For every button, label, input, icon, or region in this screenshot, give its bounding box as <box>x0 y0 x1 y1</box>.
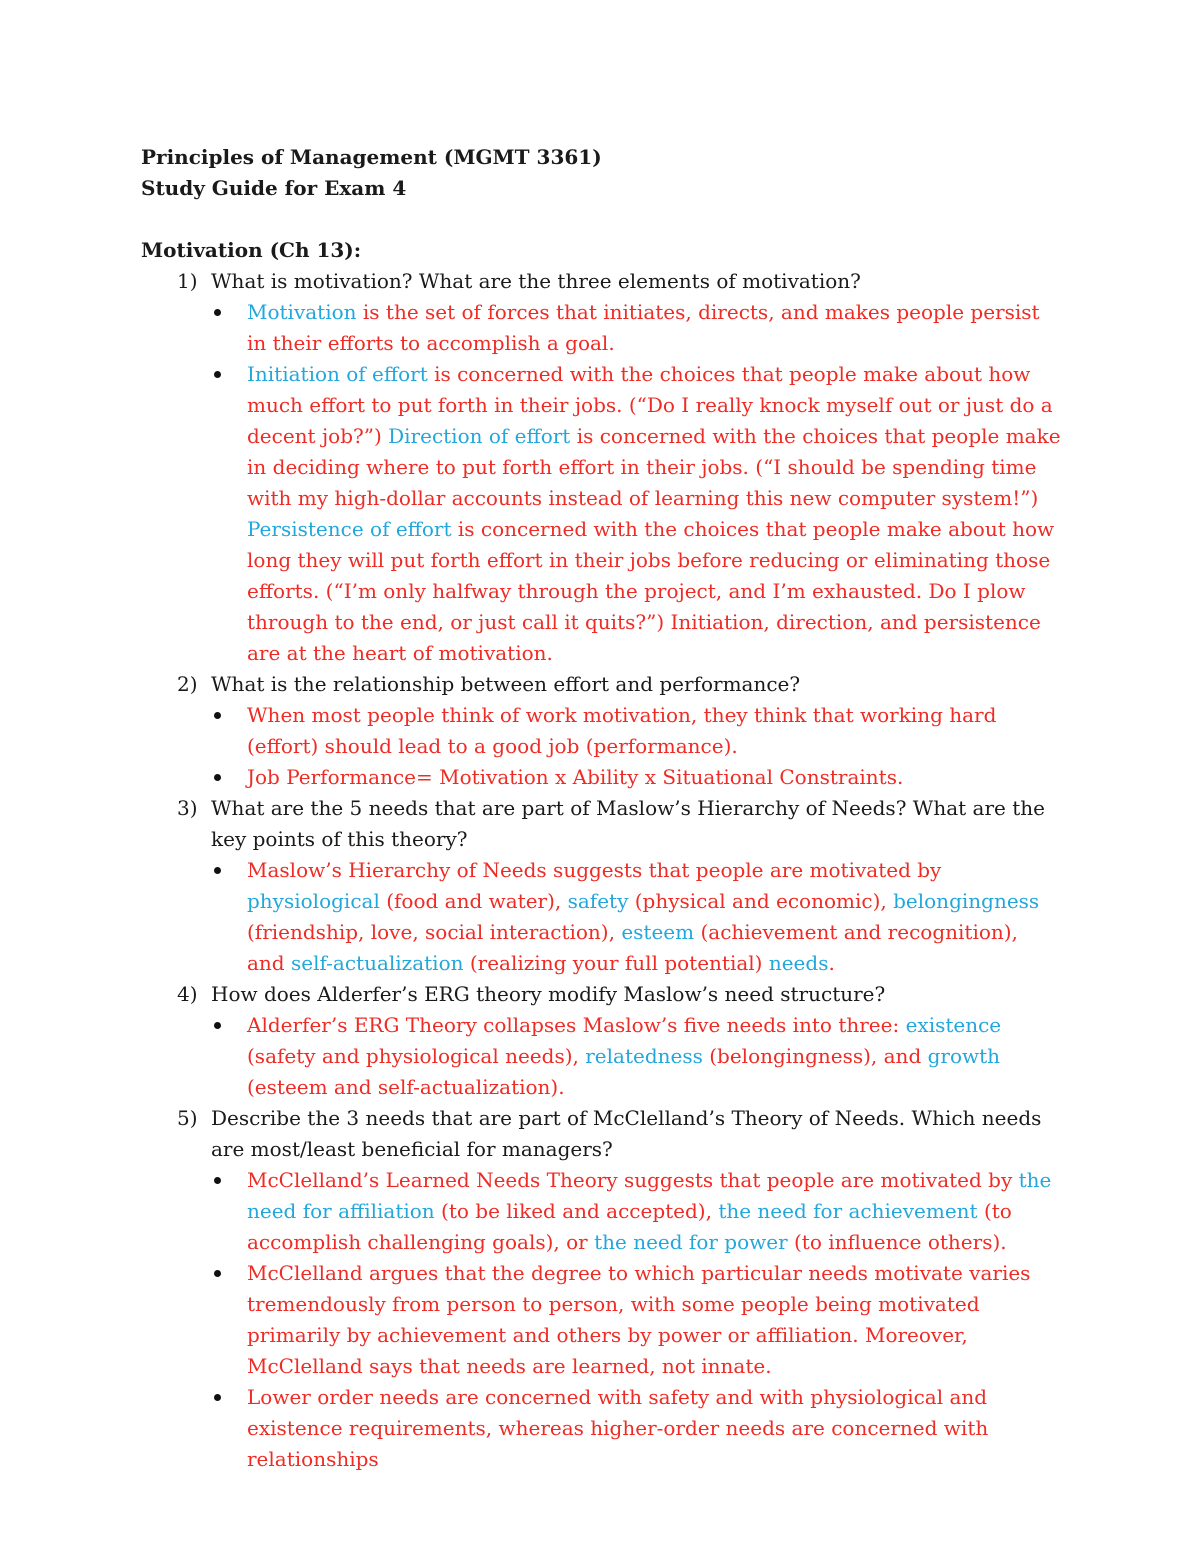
question-item <box>141 793 1061 979</box>
answer-text: (esteem and self-actualization). <box>247 1075 565 1099</box>
answer-bullet <box>211 700 1061 762</box>
question-list <box>141 266 1061 1475</box>
document-title: Principles of Management (MGMT 3361) <box>141 145 602 169</box>
question-text: Describe the 3 needs that are part of McClelland’s Theory of Needs. Which needs are most/least beneficial for managers? <box>211 1106 1042 1161</box>
answer-bullet <box>211 855 1061 979</box>
answer-text: is concerned with the choices that people make in deciding where to put forth effort in their jobs. (“I should be spending time with my high-dollar accounts instead of learning this new computer system!”) <box>247 424 1061 510</box>
answer-bullet <box>211 359 1061 669</box>
question-number: 4) <box>177 982 198 1006</box>
answer-bullet <box>211 1165 1061 1258</box>
answer-bullet <box>211 762 1061 793</box>
answer-bullet <box>211 1258 1061 1382</box>
key-term: belongingness <box>893 889 1040 913</box>
question-text: What is motivation? What are the three elements of motivation? <box>211 269 861 293</box>
question-item <box>141 979 1061 1103</box>
answer-list <box>211 1010 1061 1103</box>
section-heading: Motivation (Ch 13): <box>141 238 362 262</box>
key-term: needs <box>768 951 829 975</box>
question-number: 2) <box>177 672 198 696</box>
answer-list <box>211 297 1061 669</box>
answer-text: Job Performance= Motivation x Ability x Situational Constraints. <box>247 765 904 789</box>
answer-text: (friendship, love, social interaction), <box>247 920 622 944</box>
answer-bullet <box>211 297 1061 359</box>
key-term: esteem <box>621 920 695 944</box>
key-term: Direction of effort <box>388 424 571 448</box>
answer-text: (to influence others). <box>787 1230 1007 1254</box>
answer-text: (realizing your full potential) <box>463 951 769 975</box>
answer-text: Maslow’s Hierarchy of Needs suggests that people are motivated by <box>247 858 942 882</box>
answer-text: is concerned with the choices that people make about how much effort to put forth in their jobs. (“Do I really knock myself out or just do a decent job?”) <box>247 362 1053 448</box>
answer-text: . <box>828 951 835 975</box>
question-item <box>141 1103 1061 1475</box>
key-term: Motivation <box>247 300 357 324</box>
answer-bullet <box>211 1382 1061 1475</box>
key-term: the need for power <box>594 1230 788 1254</box>
key-term: safety <box>567 889 629 913</box>
question-text: What is the relationship between effort and performance? <box>211 672 801 696</box>
answer-text: When most people think of work motivation, they think that working hard (effort) should lead to a good job (performance). <box>247 703 997 758</box>
question-item <box>141 266 1061 669</box>
question-text: What are the 5 needs that are part of Maslow’s Hierarchy of Needs? What are the key points of this theory? <box>211 796 1045 851</box>
question-number: 5) <box>177 1106 198 1130</box>
key-term: the need for achievement <box>718 1199 978 1223</box>
answer-text: (belongingness), and <box>702 1044 928 1068</box>
key-term: the need for affiliation <box>247 1168 1052 1223</box>
key-term: growth <box>927 1044 1001 1068</box>
answer-text: (physical and economic), <box>628 889 894 913</box>
answer-bullet <box>211 1010 1061 1103</box>
document-subtitle: Study Guide for Exam 4 <box>141 176 407 200</box>
key-term: self-actualization <box>290 951 464 975</box>
key-term: relatedness <box>585 1044 703 1068</box>
answer-text: (food and water), <box>379 889 568 913</box>
question-number: 1) <box>177 269 198 293</box>
answer-text: McClelland argues that the degree to which particular needs motivate varies tremendously from person to person, with some people being motivated primarily by achievement and others by power or affiliation. Moreover, McClelland says that needs are learned, not innate. <box>247 1261 1031 1378</box>
answer-list <box>211 855 1061 979</box>
answer-text: (safety and physiological needs), <box>247 1044 586 1068</box>
document-body <box>141 142 1061 1475</box>
key-term: Persistence of effort <box>247 517 452 541</box>
question-text: How does Alderfer’s ERG theory modify Maslow’s need structure? <box>211 982 886 1006</box>
answer-text: is concerned with the choices that people make about how long they will put forth effort in their jobs before reducing or eliminating those efforts. (“I’m only halfway through the project, and I’m exhausted. Do I plow through to the end, or just call it quits?”) Initiation, direction, and persistence are at the heart of motivation. <box>247 517 1055 665</box>
answer-text: (to be liked and accepted), <box>434 1199 719 1223</box>
key-term: existence <box>905 1013 1002 1037</box>
answer-list <box>211 700 1061 793</box>
question-number: 3) <box>177 796 198 820</box>
answer-text: Alderfer’s ERG Theory collapses Maslow’s five needs into three: <box>247 1013 906 1037</box>
answer-list <box>211 1165 1061 1475</box>
answer-text: McClelland’s Learned Needs Theory suggests that people are motivated by <box>247 1168 1019 1192</box>
answer-text: (to accomplish challenging goals), or <box>247 1199 1012 1254</box>
question-item <box>141 669 1061 793</box>
answer-text: is the set of forces that initiates, directs, and makes people persist in their efforts to accomplish a goal. <box>247 300 1040 355</box>
answer-text: Lower order needs are concerned with safety and with physiological and existence requirements, whereas higher-order needs are concerned with relationships <box>247 1385 989 1471</box>
key-term: physiological <box>247 889 380 913</box>
key-term: Initiation of effort <box>247 362 428 386</box>
answer-text: (achievement and recognition), and <box>247 920 1018 975</box>
